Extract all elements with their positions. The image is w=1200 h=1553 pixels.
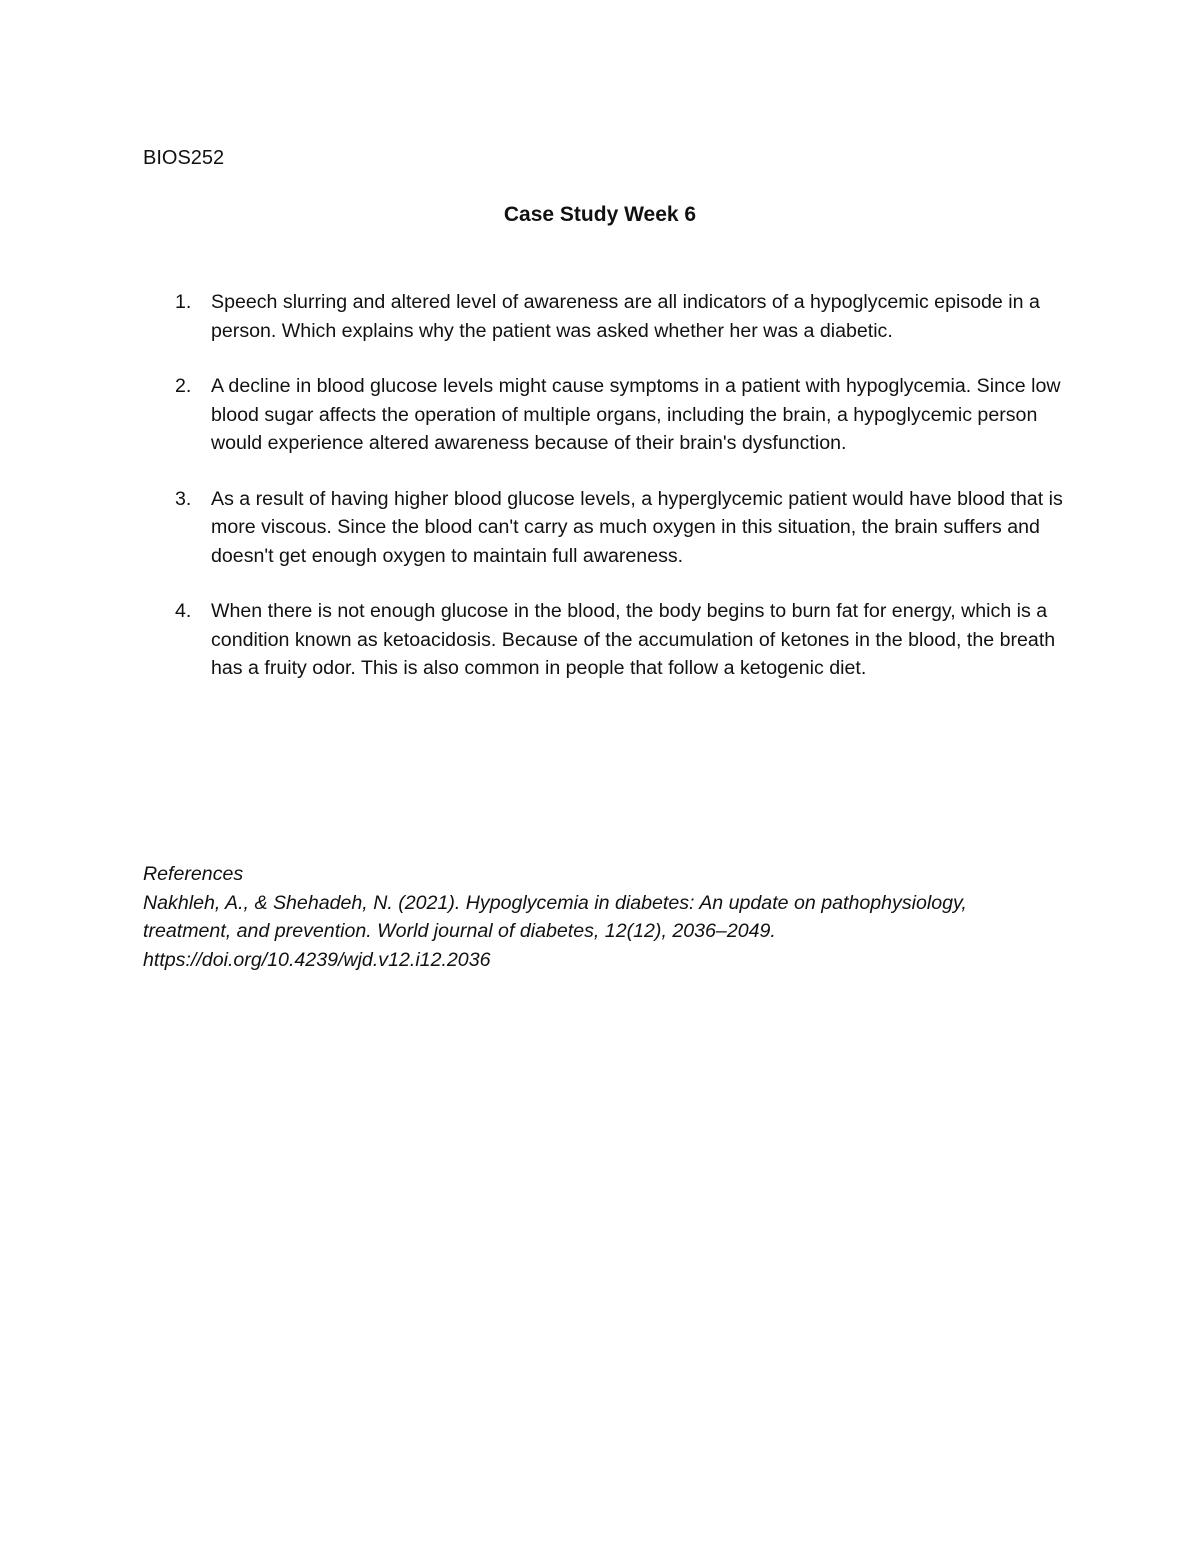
answer-item [143,372,1073,458]
page-title: Case Study Week 6 [503,203,697,226]
answer-text: As a result of having higher blood glucose levels, a hyperglycemic patient would have blood that is more viscous. Since the blood can't carry as much oxygen in this situation, the brain suffers and doesn't get enough oxygen to maintain full awareness. [211,487,1063,567]
answer-item [143,485,1073,571]
reference-doi-link[interactable]: https://doi.org/10.4239/wjd.v12.i12.2036 [143,948,491,971]
answer-number: 1. [175,291,192,313]
answer-number: 3. [175,487,192,510]
course-code: BIOS252 [143,147,225,169]
answer-text: Speech slurring and altered level of awareness are all indicators of a hypoglycemic episode in a person. Which explains why the patient was asked whether her was a diabetic. [211,291,1040,342]
answer-list [143,288,1073,710]
references-section [143,860,1073,974]
reference-citation-line-2: treatment, and prevention. World journal of diabetes, 12(12), 2036–2049. [143,920,776,942]
answer-item [143,288,1073,345]
answer-item [143,597,1073,683]
answer-number: 4. [175,600,192,622]
reference-citation-line-1: Nakhleh, A., & Shehadeh, N. (2021). Hypoglycemia in diabetes: An update on pathophysiology, [143,891,967,914]
answer-number: 2. [175,375,192,397]
references-heading: References [143,863,244,885]
answer-text: When there is not enough glucose in the blood, the body begins to burn fat for energy, which is a condition known as ketoacidosis. Because of the accumulation of ketones in the blood, the breath has a fruity odor. This is also common in people that follow a ketogenic diet. [211,600,1056,679]
answer-text: A decline in blood glucose levels might cause symptoms in a patient with hypoglycemia. Since low blood sugar affects the operation of multiple organs, including the brain, a hypoglycemic person would experience altered awareness because of their brain's dysfunction. [211,375,1061,454]
